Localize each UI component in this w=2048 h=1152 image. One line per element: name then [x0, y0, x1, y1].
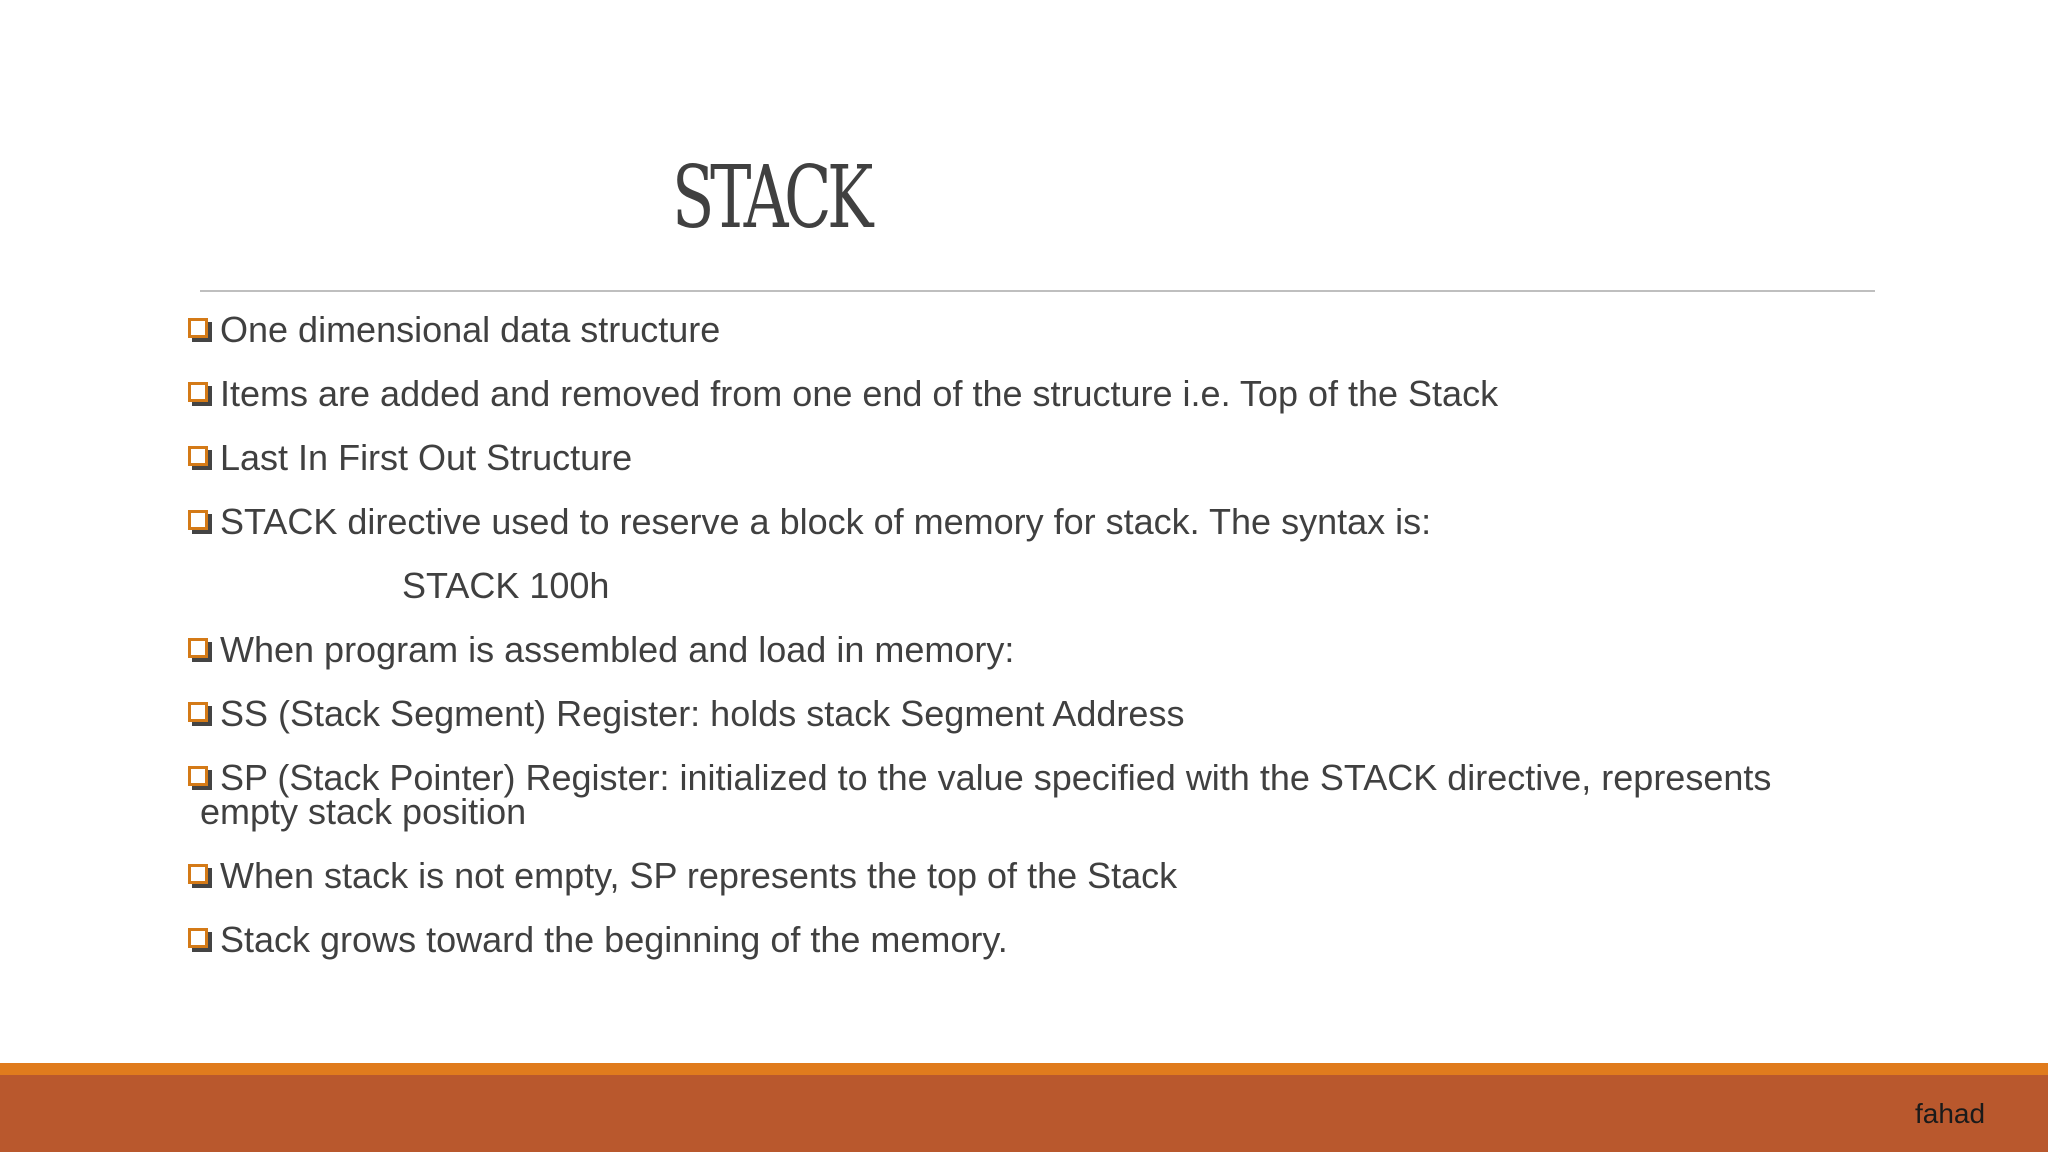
author-label: fahad — [1915, 1098, 1986, 1129]
checkbox-bullet-icon — [188, 638, 208, 658]
footer-band — [0, 1075, 2048, 1152]
bullet-continuation: empty stack position — [200, 791, 527, 832]
bullet-item — [186, 920, 1008, 960]
checkbox-bullet-icon — [188, 864, 208, 884]
bullet-text: SP (Stack Pointer) Register: initialized to the value specified with the STACK directive, represents — [220, 757, 1772, 798]
bullet-item — [186, 694, 1184, 734]
slide-title: STACK — [672, 148, 870, 248]
syntax-example: STACK 100h — [402, 565, 610, 606]
footer-accent-stripe — [0, 1063, 2048, 1075]
checkbox-bullet-icon — [188, 766, 208, 786]
checkbox-bullet-icon — [188, 702, 208, 722]
bullet-item — [186, 502, 1431, 542]
bullet-text: One dimensional data structure — [220, 309, 721, 350]
bullet-text: When stack is not empty, SP represents the top of the Stack — [220, 855, 1178, 896]
bullet-text: Last In First Out Structure — [220, 437, 633, 478]
checkbox-bullet-icon — [188, 928, 208, 948]
bullet-item — [186, 310, 720, 350]
title-divider — [200, 290, 1875, 292]
bullet-text: Items are added and removed from one end of the structure i.e. Top of the Stack — [220, 373, 1499, 414]
bullet-text: STACK directive used to reserve a block of memory for stack. The syntax is: — [220, 501, 1432, 542]
bullet-item — [186, 374, 1498, 414]
bullet-item — [186, 856, 1177, 896]
bullet-text: When program is assembled and load in memory: — [220, 629, 1015, 670]
checkbox-bullet-icon — [188, 318, 208, 338]
checkbox-bullet-icon — [188, 382, 208, 402]
bullet-text: SS (Stack Segment) Register: holds stack Segment Address — [220, 693, 1185, 734]
bullet-item — [186, 630, 1014, 670]
bullet-text: Stack grows toward the beginning of the memory. — [220, 919, 1008, 960]
checkbox-bullet-icon — [188, 510, 208, 530]
checkbox-bullet-icon — [188, 446, 208, 466]
bullet-item — [186, 438, 632, 478]
